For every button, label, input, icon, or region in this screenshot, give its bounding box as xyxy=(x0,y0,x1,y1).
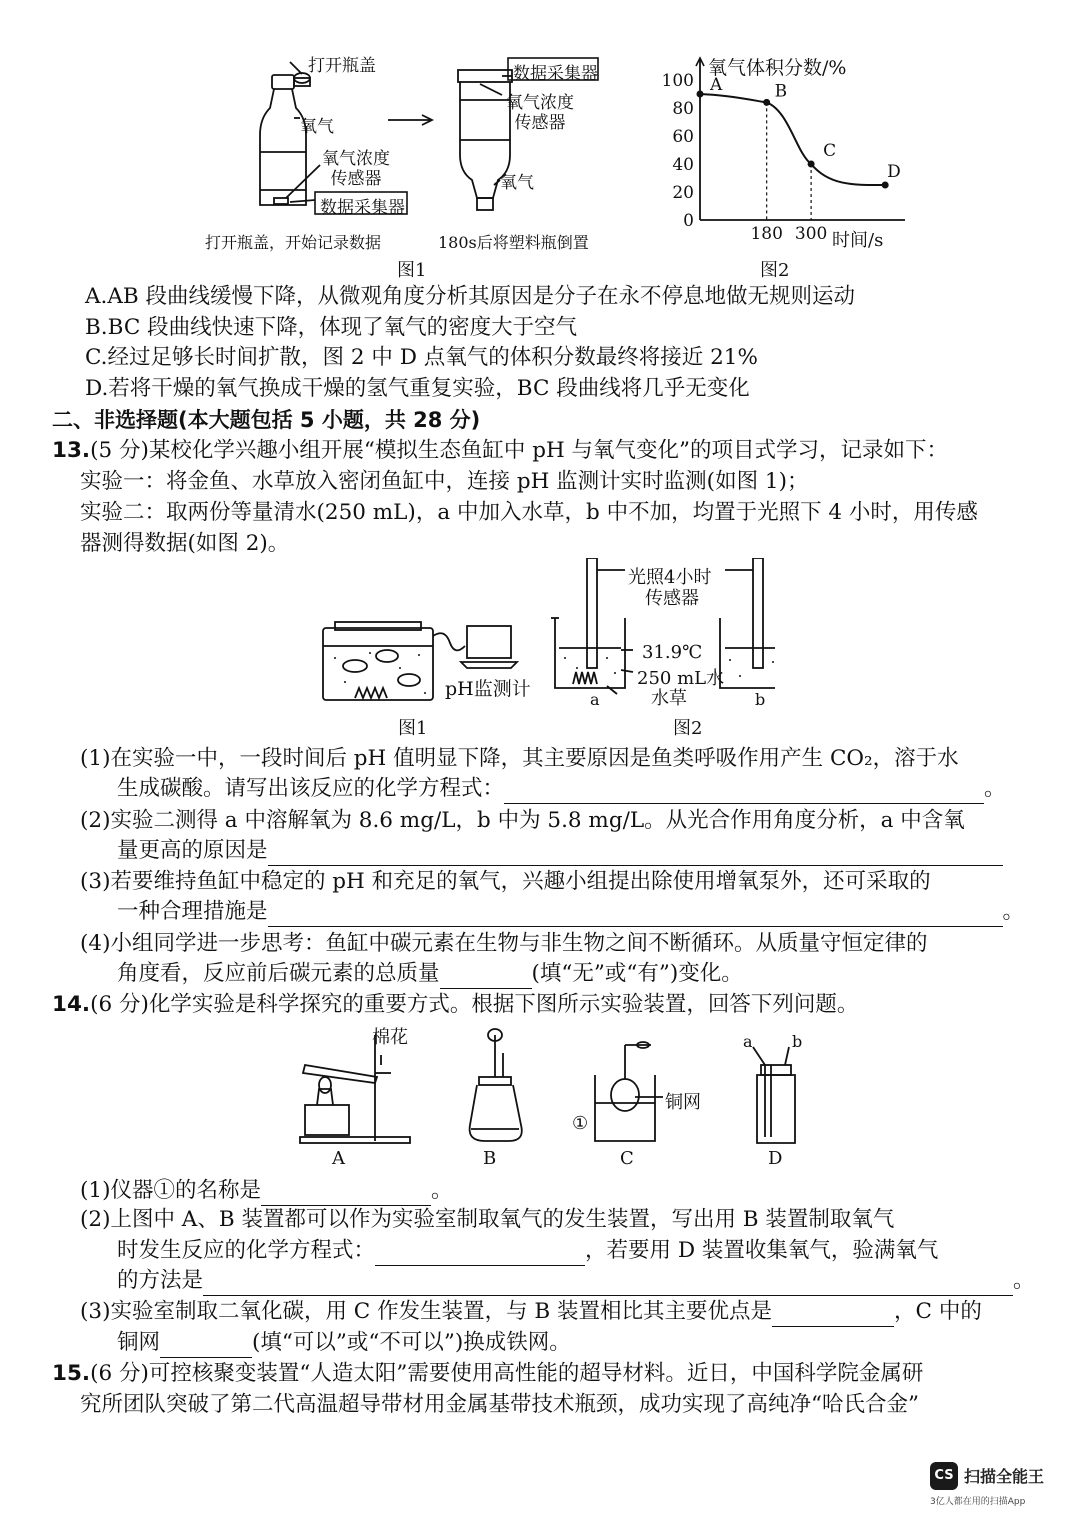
q14-part2-line2: 时发生反应的化学方程式： ，若要用 D 装置收集氧气，验满氧气 xyxy=(117,1236,938,1266)
right-caption: 180s后将塑料瓶倒置 xyxy=(438,233,589,252)
plant-label: 水草 xyxy=(651,688,687,709)
point-label-b: B xyxy=(774,81,788,102)
q12-option-a: A.AB 段曲线缓慢下降，从微观角度分析其原因是分子在永不停息地做无规则运动 xyxy=(85,284,856,309)
point-d xyxy=(882,182,889,189)
point-c xyxy=(808,161,815,168)
apparatus-a-label: A xyxy=(332,1148,345,1169)
q12-option-b: B.BC 段曲线快速下降，体现了氧气的密度大于空气 xyxy=(85,315,578,340)
beaker-a-label: a xyxy=(590,690,600,709)
sensor-label-left: 氧气浓度 传感器 xyxy=(322,149,390,189)
copper-mesh-label: 铜网 xyxy=(665,1092,701,1113)
y-tick-label: 0 xyxy=(683,211,694,231)
apparatus-d-label: D xyxy=(768,1148,783,1169)
q14-part3-line2: 铜网 (填“可以”或“不可以”)换成铁网。 xyxy=(117,1328,571,1358)
q14-part3-line1: (3)实验室制取二氧化碳，用 C 作发生装置，与 B 装置相比其主要优点是 ，C 中的 xyxy=(80,1297,982,1327)
point-label-d: D xyxy=(887,162,901,182)
section2-title: 二、非选择题(本大题包括 5 小题，共 28 分) xyxy=(52,408,481,432)
apparatus-b-label: B xyxy=(483,1148,497,1169)
q13-part1-line1: (1)在实验一中，一段时间后 pH 值明显下降，其主要原因是鱼类呼吸作用产生 CO₂，溶于水 xyxy=(80,746,959,771)
q15-line1: 15.(6 分)可控核聚变装置“人造太阳”需要使用高性能的超导材料。近日，中国科学院金属研 xyxy=(52,1361,924,1386)
answer-blank[interactable] xyxy=(268,843,1003,866)
q13-part4-line1: (4)小组同学进一步思考：鱼缸中碳元素在生物与非生物之间不断循环。从质量守恒定律的 xyxy=(80,931,928,956)
q13-part4-line2: 角度看，反应前后碳元素的总质量 (填“无”或“有”)变化。 xyxy=(117,959,743,989)
q12-option-c: C.经过足够长时间扩散，图 2 中 D 点氧气的体积分数最终将接近 21% xyxy=(85,345,758,370)
q14-part2-line1: (2)上图中 A、B 装置都可以作为实验室制取氧气的发生装置，写出用 B 装置制取氧气 xyxy=(80,1207,895,1232)
q13-fig2-label: 图2 xyxy=(673,718,703,739)
answer-blank[interactable] xyxy=(203,1273,1013,1296)
cs-name: 扫描全能王 xyxy=(964,1467,1045,1486)
q14-part1: (1)仪器①的名称是 。 xyxy=(80,1176,452,1206)
cs-badge: CS xyxy=(930,1462,958,1490)
beaker-b-label: b xyxy=(755,690,766,709)
collector-label-right: 数据采集器 xyxy=(513,64,598,84)
apparatus-c-label: C xyxy=(620,1148,634,1169)
oxygen-label-left: 氧气 xyxy=(300,117,334,137)
q12-option-d: D.若将干燥的氧气换成干燥的氢气重复实验，BC 段曲线将几乎无变化 xyxy=(85,376,750,401)
open-cap-label: 打开瓶盖 xyxy=(308,56,376,76)
collector-label-left: 数据采集器 xyxy=(320,198,405,218)
camscanner-logo xyxy=(930,1462,1065,1512)
chart-xlabel: 时间/s xyxy=(832,230,884,251)
q13-part3-line1: (3)若要维持鱼缸中稳定的 pH 和充足的氧气，兴趣小组提出除使用增氧泵外，还可采取的 xyxy=(80,869,931,894)
y-tick-label: 100 xyxy=(661,71,694,91)
y-tick-label: 80 xyxy=(672,99,694,119)
answer-blank[interactable] xyxy=(268,904,1003,927)
oxygen-label-right: 氧气 xyxy=(500,173,534,193)
instrument-1-label: ① xyxy=(572,1113,589,1134)
x-tick-label: 180 xyxy=(750,224,783,244)
point-label-c: C xyxy=(823,141,837,161)
cs-slogan: 3亿人都在用的扫描App xyxy=(930,1497,1026,1507)
q13-intro: 13.(5 分)某校化学兴趣小组开展“模拟生态鱼缸中 pH 与氧气变化”的项目式学习，记录如下： xyxy=(52,438,949,463)
q13-exp2-line2: 器测得数据(如图 2)。 xyxy=(80,531,290,556)
point-label-a: A xyxy=(710,75,723,95)
fig2-label: 图2 xyxy=(760,260,790,281)
y-tick-label: 20 xyxy=(672,183,694,203)
port-a-label: a xyxy=(743,1032,753,1051)
q13-part3-line2: 一种合理措施是 。 xyxy=(117,897,1024,927)
answer-blank[interactable] xyxy=(160,1335,252,1358)
q13-exp2-line1: 实验二：取两份等量清水(250 mL)，a 中加入水草，b 中不加，均置于光照下 4 小时，用传感 xyxy=(80,500,978,525)
q13-part2-line2: 量更高的原因是 xyxy=(117,836,1003,866)
y-tick-label: 40 xyxy=(672,155,694,175)
sensor-label-right: 氧气浓度 传感器 xyxy=(506,93,574,133)
point-a xyxy=(697,91,704,98)
q13-exp1: 实验一：将金鱼、水草放入密闭鱼缸中，连接 pH 监测计实时监测(如图 1)； xyxy=(80,469,809,494)
temp-label: 31.9℃ xyxy=(642,642,703,663)
q13-part1-line2: 生成碳酸。请写出该反应的化学方程式： 。 xyxy=(117,774,1006,804)
left-caption: 打开瓶盖，开始记录数据 xyxy=(205,233,382,252)
point-b xyxy=(763,99,770,106)
port-b-label: b xyxy=(792,1032,803,1051)
water-label: 250 mL水 xyxy=(637,668,725,689)
ph-meter-label: pH监测计 xyxy=(445,678,531,700)
series-line xyxy=(700,94,885,185)
q13-part2-line1: (2)实验二测得 a 中溶解氧为 8.6 mg/L，b 中为 5.8 mg/L。从光合作用角度分析，a 中含氧 xyxy=(80,808,965,833)
fig1-label: 图1 xyxy=(397,260,427,281)
q15-line2: 究所团队突破了第二代高温超导带材用金属基带技术瓶颈，成功实现了高纯净“哈氏合金” xyxy=(80,1392,919,1417)
q14-part2-line3: 的方法是 。 xyxy=(117,1266,1035,1296)
y-tick-label: 60 xyxy=(672,127,694,147)
answer-blank[interactable] xyxy=(261,1183,431,1206)
answer-blank[interactable] xyxy=(772,1304,894,1327)
q14-intro: 14.(6 分)化学实验是科学探究的重要方式。根据下图所示实验装置，回答下列问题。 xyxy=(52,992,859,1017)
chart-ylabel: 氧气体积分数/% xyxy=(708,57,847,79)
x-tick-label: 300 xyxy=(794,224,828,244)
light-label: 光照4小时 xyxy=(628,567,712,588)
answer-blank[interactable] xyxy=(375,1243,585,1266)
q13-fig1-label: 图1 xyxy=(398,718,428,739)
sensor-label: 传感器 xyxy=(645,588,699,609)
answer-blank[interactable] xyxy=(440,966,532,989)
cotton-label: 棉花 xyxy=(372,1027,408,1048)
answer-blank[interactable] xyxy=(504,781,984,804)
